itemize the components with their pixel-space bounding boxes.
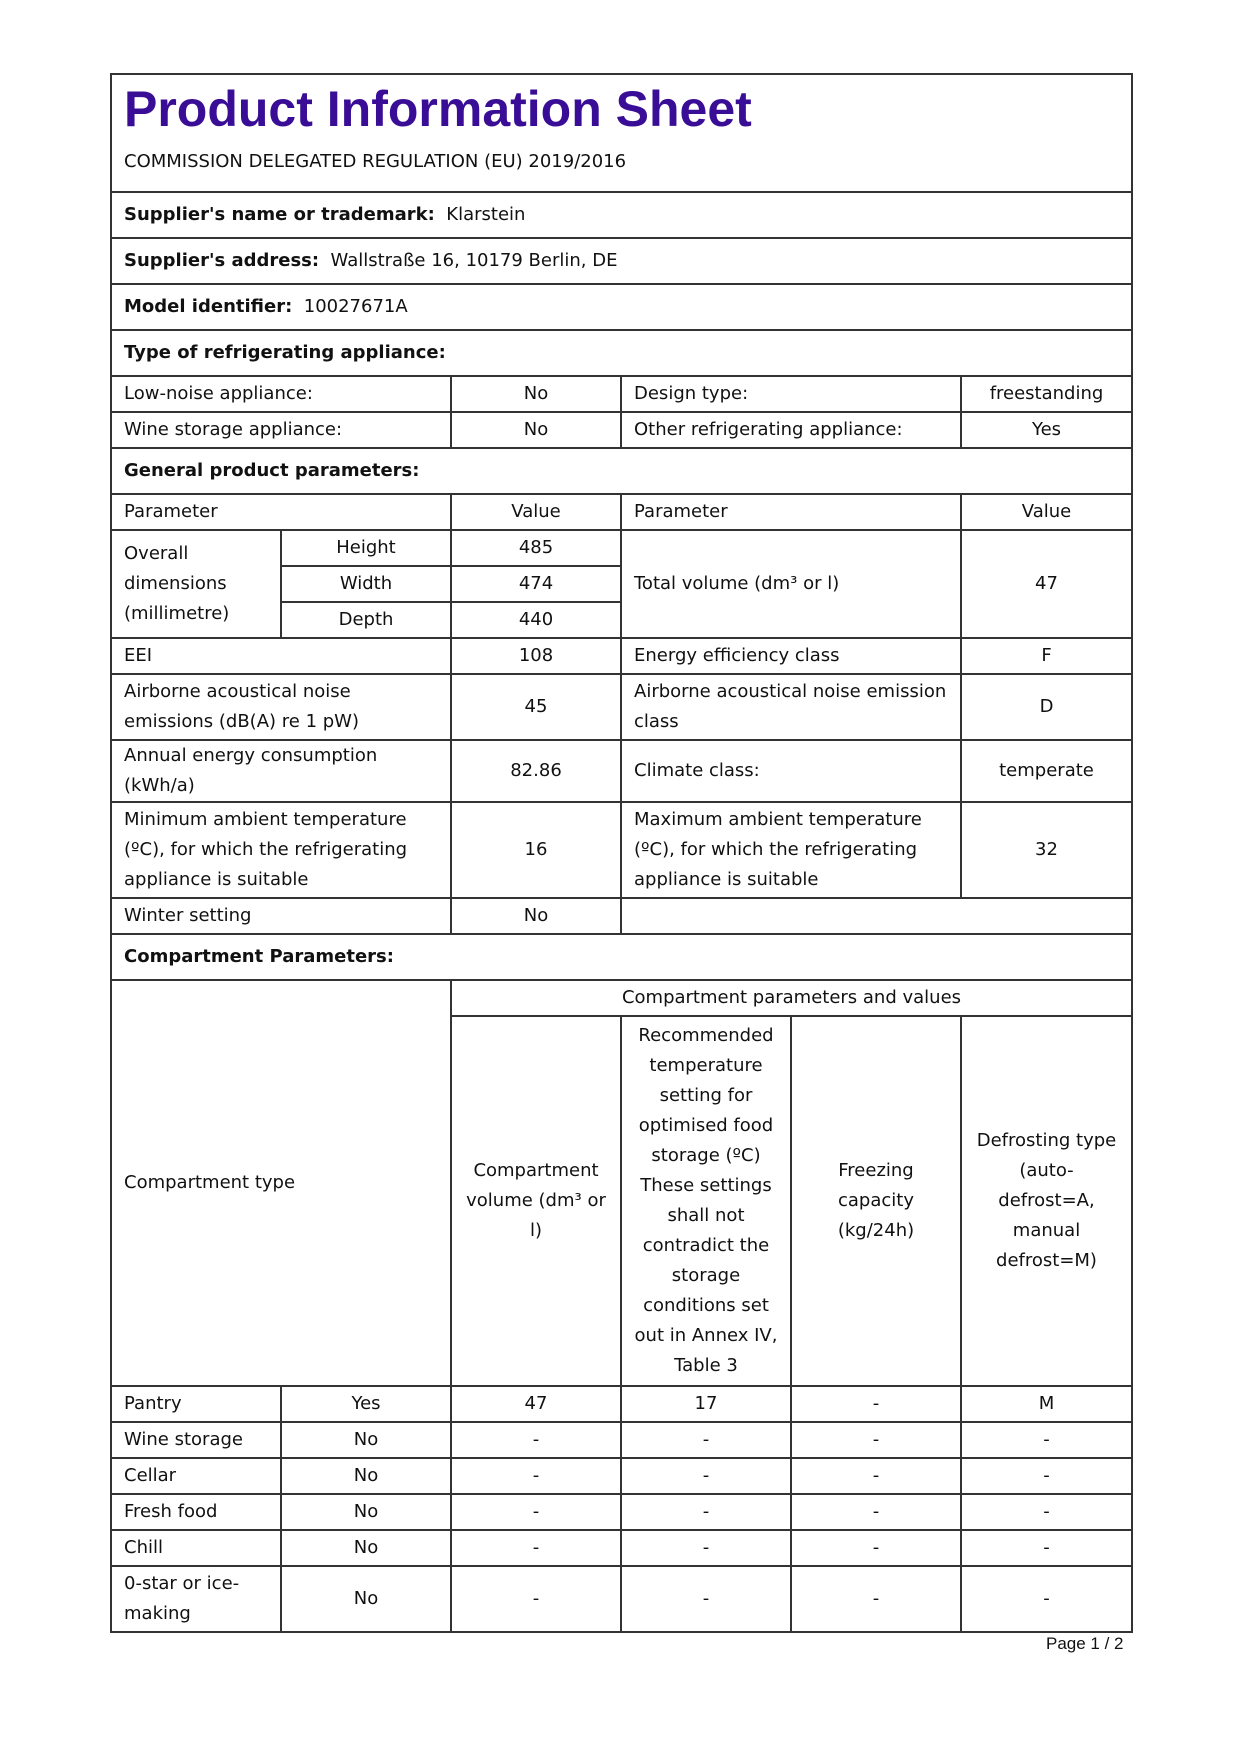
defrosting-type-header: Defrosting type (auto-defrost=A, manual defrost=M): [961, 1016, 1132, 1386]
general-heading-row: [111, 448, 1132, 494]
compartment-volume: -: [451, 1566, 621, 1632]
eei-value: 108: [451, 638, 621, 674]
compartment-defrost: -: [961, 1566, 1132, 1632]
other-refrigerating-label: Other refrigerating appliance:: [621, 412, 961, 448]
compartment-present: No: [281, 1530, 451, 1566]
compartment-present: No: [281, 1494, 451, 1530]
annual-energy-row: [111, 740, 1132, 802]
winter-setting-label: Winter setting: [111, 898, 451, 934]
compartment-temperature: -: [621, 1530, 791, 1566]
general-column-headers: [111, 494, 1132, 530]
winter-setting-row: [111, 898, 1132, 934]
value-header: Value: [961, 494, 1132, 530]
compartment-header-row: [111, 980, 1132, 1016]
compartment-volume: -: [451, 1530, 621, 1566]
supplier-name-value: Klarstein: [446, 204, 526, 225]
compartment-freezing: -: [791, 1422, 961, 1458]
depth-label: Depth: [281, 602, 451, 638]
energy-class-value: F: [961, 638, 1132, 674]
min-temperature-label: Minimum ambient temperature (ºC), for which the refrigerating appliance is suitable: [111, 802, 451, 898]
max-temperature-label: Maximum ambient temperature (ºC), for which the refrigerating appliance is suitable: [621, 802, 961, 898]
eei-label: EEI: [111, 638, 451, 674]
compartment-volume: 47: [451, 1386, 621, 1422]
supplier-name-row: [111, 192, 1132, 238]
compartment-row: [111, 1458, 1132, 1494]
compartment-group-header: Compartment parameters and values: [451, 980, 1132, 1016]
compartment-present: No: [281, 1566, 451, 1632]
compartment-name: Fresh food: [111, 1494, 281, 1530]
overall-dimensions-label: Overall dimensions (millimetre): [111, 530, 281, 638]
header-row: [111, 74, 1132, 192]
compartment-name: 0-star or ice-making: [111, 1566, 281, 1632]
type-section-heading: Type of refrigerating appliance:: [111, 330, 1132, 376]
compartment-heading: Compartment Parameters:: [111, 934, 1132, 980]
noise-value: 45: [451, 674, 621, 740]
supplier-address-row: [111, 238, 1132, 284]
compartment-row: [111, 1530, 1132, 1566]
annual-energy-value: 82.86: [451, 740, 621, 802]
annual-energy-label: Annual energy consumption (kWh/a): [111, 740, 451, 802]
low-noise-label: Low-noise appliance:: [111, 376, 451, 412]
compartment-name: Cellar: [111, 1458, 281, 1494]
compartment-row: [111, 1386, 1132, 1422]
model-identifier-value: 10027671A: [303, 296, 408, 317]
compartment-freezing: -: [791, 1458, 961, 1494]
parameter-header: Parameter: [111, 494, 451, 530]
compartment-freezing: -: [791, 1386, 961, 1422]
compartment-freezing: -: [791, 1566, 961, 1632]
general-heading: General product parameters:: [111, 448, 1132, 494]
climate-class-value: temperate: [961, 740, 1132, 802]
supplier-name-label: Supplier's name or trademark:: [124, 204, 435, 225]
recommended-temperature-header: Recommended temperature setting for optimised food storage (ºC) These settings shall not contradict the storage conditions set out in Annex IV, Table 3: [621, 1016, 791, 1386]
type-row: [111, 376, 1132, 412]
compartment-temperature: -: [621, 1458, 791, 1494]
supplier-address-value: Wallstraße 16, 10179 Berlin, DE: [330, 250, 618, 271]
compartment-volume: -: [451, 1458, 621, 1494]
noise-label: Airborne acoustical noise emissions (dB(A) re 1 pW): [111, 674, 451, 740]
model-identifier-label: Model identifier:: [124, 296, 293, 317]
design-type-value: freestanding: [961, 376, 1132, 412]
compartment-row: [111, 1422, 1132, 1458]
compartment-present: No: [281, 1422, 451, 1458]
compartment-freezing: -: [791, 1530, 961, 1566]
freezing-capacity-header: Freezing capacity (kg/24h): [791, 1016, 961, 1386]
dimension-row: [111, 530, 1132, 566]
eei-row: [111, 638, 1132, 674]
noise-row: [111, 674, 1132, 740]
page-number: Page 1 / 2: [1046, 1634, 1124, 1653]
compartment-type-header: Compartment type: [111, 980, 451, 1386]
compartment-freezing: -: [791, 1494, 961, 1530]
info-table: [110, 73, 1133, 1633]
low-noise-value: No: [451, 376, 621, 412]
compartment-row: [111, 1566, 1132, 1632]
total-volume-label: Total volume (dm³ or l): [621, 530, 961, 638]
empty-cell: [621, 898, 1132, 934]
width-value: 474: [451, 566, 621, 602]
width-label: Width: [281, 566, 451, 602]
ambient-temperature-row: [111, 802, 1132, 898]
climate-class-label: Climate class:: [621, 740, 961, 802]
page-title: Product Information Sheet: [124, 81, 752, 137]
wine-storage-appliance-label: Wine storage appliance:: [111, 412, 451, 448]
compartment-present: No: [281, 1458, 451, 1494]
product-information-sheet: [110, 73, 1131, 1633]
compartment-name: Chill: [111, 1530, 281, 1566]
energy-class-label: Energy efficiency class: [621, 638, 961, 674]
compartment-defrost: -: [961, 1422, 1132, 1458]
compartment-temperature: -: [621, 1422, 791, 1458]
compartment-temperature: -: [621, 1566, 791, 1632]
height-value: 485: [451, 530, 621, 566]
noise-class-value: D: [961, 674, 1132, 740]
design-type-label: Design type:: [621, 376, 961, 412]
compartment-defrost: -: [961, 1530, 1132, 1566]
other-refrigerating-value: Yes: [961, 412, 1132, 448]
min-temperature-value: 16: [451, 802, 621, 898]
parameter-header: Parameter: [621, 494, 961, 530]
compartment-present: Yes: [281, 1386, 451, 1422]
type-row: [111, 412, 1132, 448]
compartment-defrost: -: [961, 1494, 1132, 1530]
regulation-text: COMMISSION DELEGATED REGULATION (EU) 2019/2016: [124, 151, 627, 172]
compartment-row: [111, 1494, 1132, 1530]
winter-setting-value: No: [451, 898, 621, 934]
compartment-defrost: -: [961, 1458, 1132, 1494]
compartment-heading-row: [111, 934, 1132, 980]
height-label: Height: [281, 530, 451, 566]
compartment-volume: -: [451, 1422, 621, 1458]
noise-class-label: Airborne acoustical noise emission class: [621, 674, 961, 740]
wine-storage-appliance-value: No: [451, 412, 621, 448]
type-section-heading-row: [111, 330, 1132, 376]
supplier-address-label: Supplier's address:: [124, 250, 320, 271]
compartment-name: Pantry: [111, 1386, 281, 1422]
depth-value: 440: [451, 602, 621, 638]
compartment-temperature: -: [621, 1494, 791, 1530]
compartment-name: Wine storage: [111, 1422, 281, 1458]
compartment-defrost: M: [961, 1386, 1132, 1422]
value-header: Value: [451, 494, 621, 530]
total-volume-value: 47: [961, 530, 1132, 638]
model-identifier-row: [111, 284, 1132, 330]
compartment-temperature: 17: [621, 1386, 791, 1422]
max-temperature-value: 32: [961, 802, 1132, 898]
compartment-volume-header: Compartment volume (dm³ or l): [451, 1016, 621, 1386]
compartment-volume: -: [451, 1494, 621, 1530]
